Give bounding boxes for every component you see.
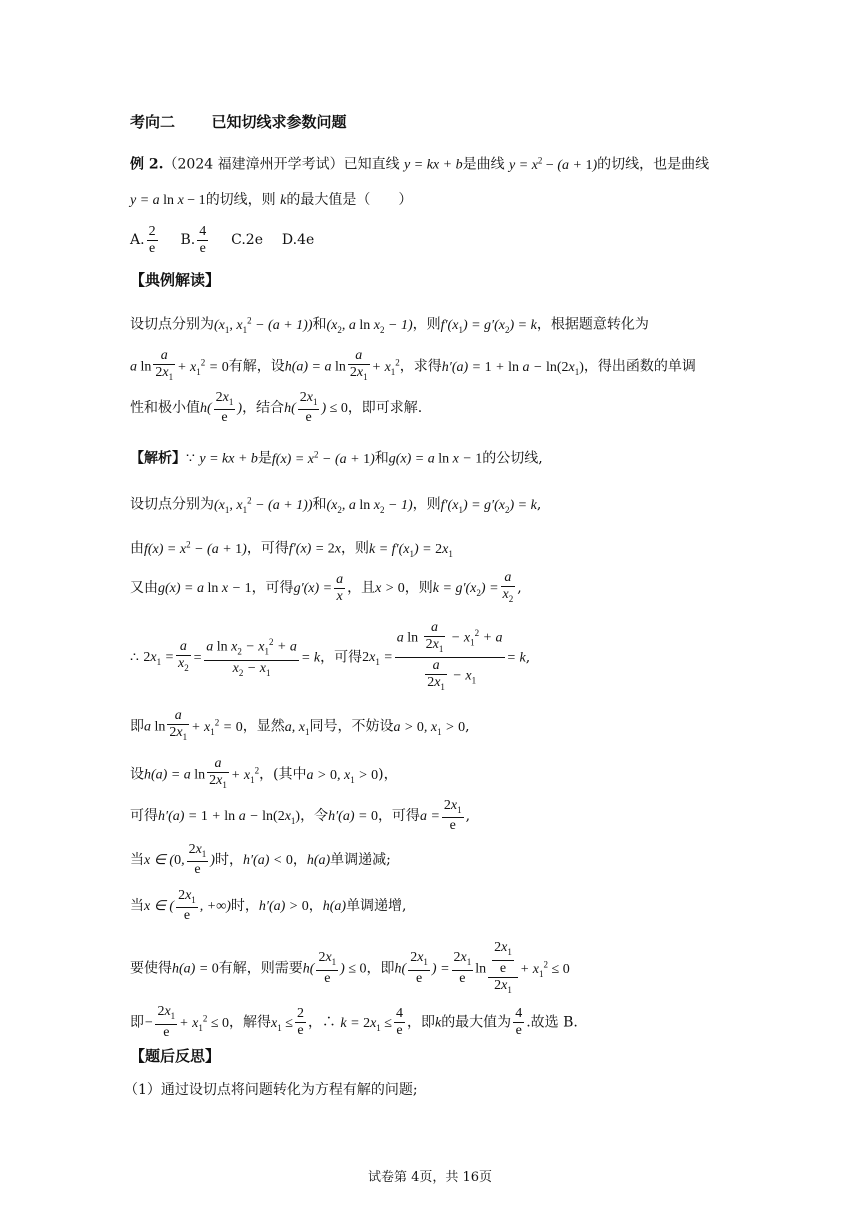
solution-line-10: 当x ∈ ( $\frac{2x_1}{e}$ , +∞)时，h′(a) > 0，h(a)单调递增, (130, 887, 407, 924)
option-c: C.2e (231, 232, 263, 248)
section-heading (130, 112, 347, 132)
interpret-line-2: a ln $\frac{a}{2x_1}$ + $x_1^2 = 0$有解，设h(a) = a ln $\frac{a}{2x_1}$ + $x_1^2$，求得$h'(a) = 1 + \ln a - \ln(2x_1)$，得出函数的单调 (130, 348, 696, 383)
option-b: B. $\frac{4}{e}$ (180, 223, 207, 256)
solution-line-9: 当x ∈ (0, $\frac{2x_1}{e}$ )时，h′(a) < 0，h(a)单调递减; (130, 841, 391, 878)
section-label: 考向二 (130, 113, 176, 131)
option-d: D.4e (281, 232, 315, 248)
solution-line-1: 【解析】∵ y = kx + b是$f(x) = x^2 - (a + 1)$和g(x) = a ln x − 1的公切线, (130, 449, 543, 467)
example-line-2: y = a ln x − 1的切线，则 k的最大值是（ ） (130, 192, 413, 208)
page-footer: 试卷第 4页，共 16页 (367, 1170, 493, 1185)
interpret-line-1: 设切点分别为($x_1$, $x_1^2 - (a + 1)$)和($x_2$, a $\ln x_2 - 1$)，则$f'(x_1) = g'(x_2) = k$，根据题意转化为 (130, 315, 649, 335)
heading-interpret: 【典例解读】 (130, 271, 221, 289)
solution-line-7: 设h(a) = a ln $\frac{a}{2x_1}$ + $x_1^2$，(其中a > 0, $x_1 > 0$)， (130, 756, 398, 791)
section-title: 已知切线求参数问题 (211, 113, 347, 131)
option-a: A. $\frac{2}{e}$ (130, 223, 156, 256)
solution-line-2: 设切点分别为($x_1$, $x_1^2 - (a + 1)$)和($x_2$, a $\ln x_2 - 1$)，则$f'(x_1) = g'(x_2) = k$, (130, 495, 542, 515)
solution-line-12: 即− $\frac{2x_1}{e}$ + $x_1^2 \le 0$，解得$x_1$ ≤ $\frac{2}{e}$ ，∴ $k = 2x_1$ ≤ $\frac{4}{e}$ ，即k的最大值为 $\frac{4}{e}$ .故选 B. (130, 1004, 578, 1041)
example-source: （2024 福建漳州开学考试） (163, 156, 344, 173)
solution-line-3: 由$f(x) = x^2 - (a + 1)$，可得f′(x) = 2x，则$k = f'(x_1) = 2x_1$ (130, 539, 453, 559)
solution-line-5: ∴ $2x_1$ = $\frac{a}{x_2}$ = $\frac{a \ln x_2 - x_1^2 + a}{x_2 - x_1}$ = k，可得$2x_1$ = a ln $\frac{a}{2x_1}$ − $x_1^2 + a$ $\frac{a}{2x_1}$ − $x_1$ = k, (130, 620, 531, 692)
example-label: 例 2. (130, 156, 164, 173)
solution-line-8: 可得$h'(a) = 1 + \ln a - \ln(2x_1)$，令h′(a) = 0，可得a = $\frac{2x_1}{e}$ , (130, 797, 471, 834)
heading-reflect: 【题后反思】 (130, 1047, 221, 1065)
example-line-1: 例 2.（2024 福建漳州开学考试）已知直线 y = kx + b是曲线 $y = x^2 - (a + 1)$的切线，也是曲线 (130, 155, 710, 173)
solution-line-6: 即a ln $\frac{a}{2x_1}$ + $x_1^2 = 0$，显然a, $x_1$同号，不妨设a > 0, $x_1 > 0$, (130, 708, 470, 743)
solution-line-4: 又由g(x) = a ln x − 1，可得g′(x) = $\frac{a}{x}$ ，且x > 0，则$k = g'(x_2)$ = $\frac{a}{x_2}$ , (130, 569, 522, 604)
solution-line-11: 要使得h(a) = 0有解，则需要h( $\frac{2x_1}{e}$ ) ≤ 0，即h( $\frac{2x_1}{e}$ ) = $\frac{2x_1}{e}$ ln $\frac{\frac{2x_1}{e}}{2x_1}$ + $x_1^2 \le 0$ (130, 939, 570, 995)
options-row (130, 222, 314, 258)
reflect-item-1: （1）通过设切点将问题转化为方程有解的问题; (124, 1082, 418, 1098)
interpret-line-3: 性和极小值h( $\frac{2x_1}{e}$ )，结合h( $\frac{2x_1}{e}$ ) ≤ 0，即可求解. (130, 389, 423, 426)
heading-solution: 【解析】 (130, 450, 186, 467)
